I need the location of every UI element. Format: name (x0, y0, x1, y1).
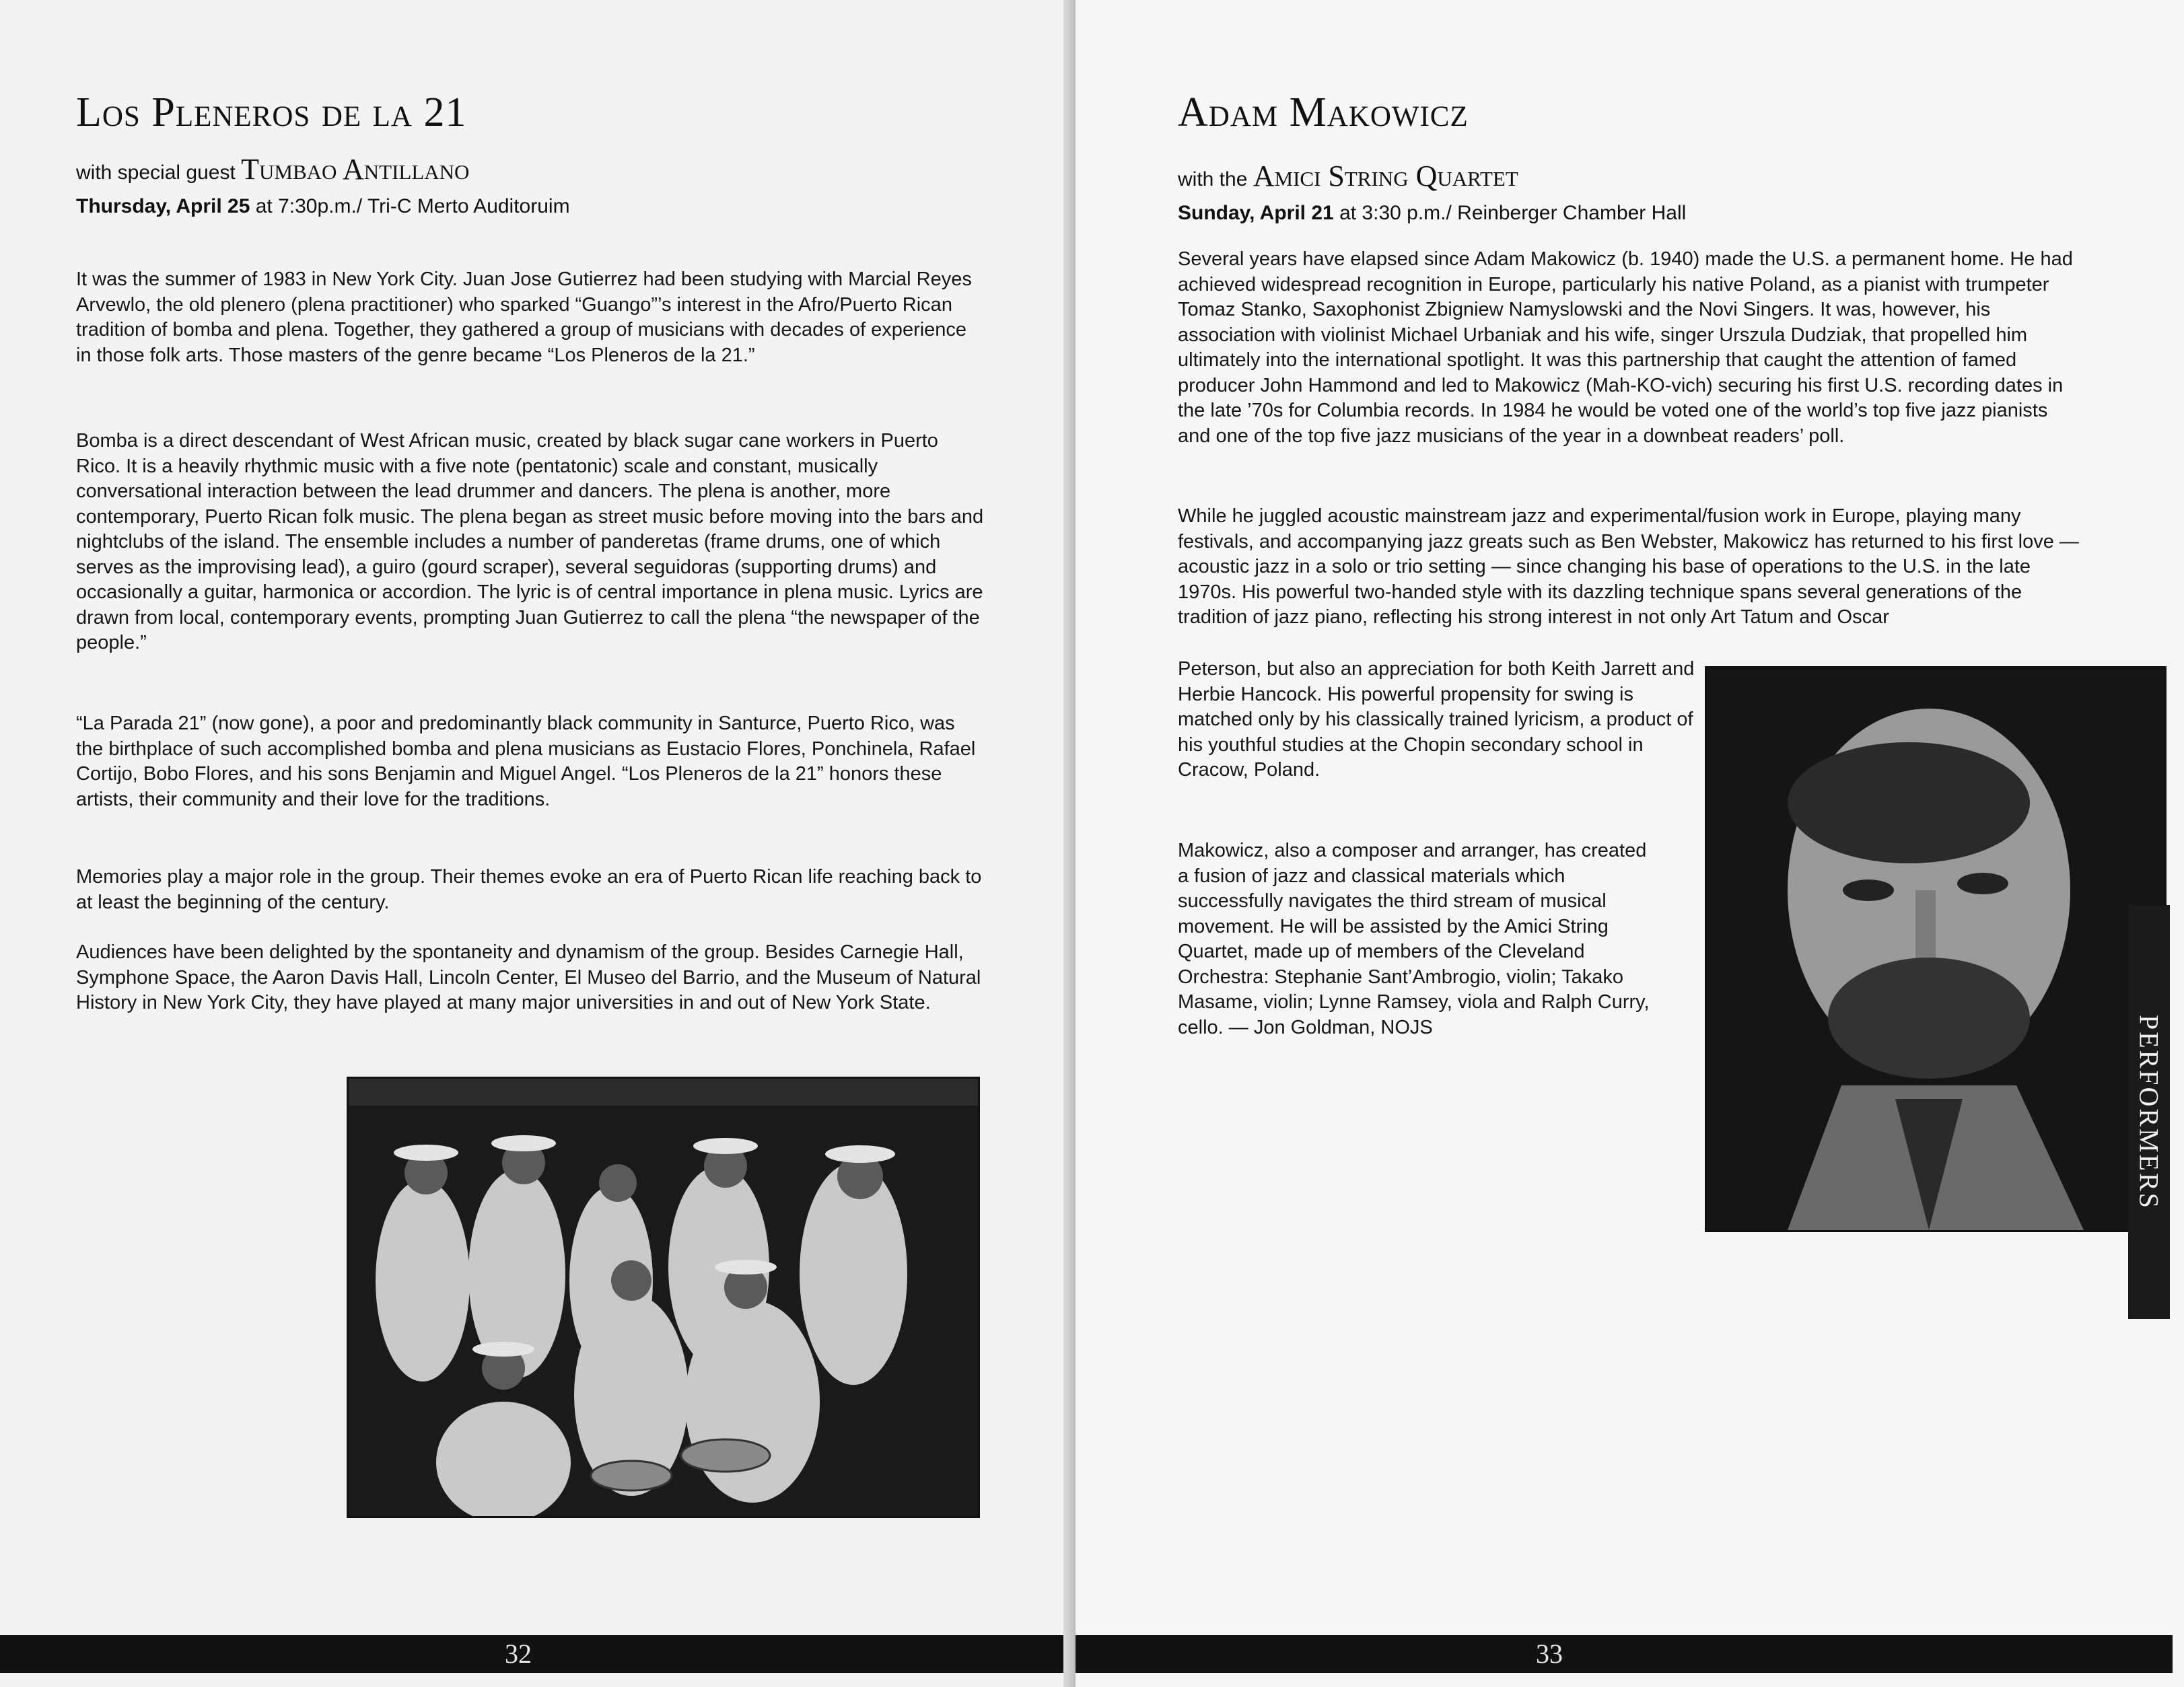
section-tab (2128, 905, 2170, 1319)
left-paragraph-2: Bomba is a direct descendant of West African music, created by black sugar cane workers in Puerto Rico. It is a heavily rhythmic music with a five note (pentatonic) scale and constant, musically conversational interaction between the lead drummer and dancers. The plena is another, more contemporary, Puerto Rican folk music. The plena began as street music before moving into the bars and nightclubs of the island. The ensemble includes a number of panderetas (frame drums, one of which serves as the improvising lead), a guiro (gourd scraper), several seguidoras (supporting drums) and occasionally a guitar, harmonica or accordion. The lyric is of central importance in plena music. Lyrics are drawn from local, contemporary events, prompting Juan Gutierrez to call the plena “the newspaper of the people.” (76, 430, 984, 653)
left-paragraph-4: Memories play a major role in the group. Their themes evoke an era of Puerto Rican life reaching back to at least the beginning of the century. (76, 866, 982, 913)
left-page (0, 0, 1076, 1687)
left-paragraph-5: Audiences have been delighted by the spontaneity and dynamism of the group. Besides Carnegie Hall, Symphone Space, the Aaron Davis Hall, Lincoln Center, El Museo del Barrio, and the Museum of Natural History in New York City, they have played at many major universities in and out of New York State. (76, 941, 981, 1013)
right-dateline (1178, 202, 1686, 225)
right-page-number: 33 (1536, 1639, 1563, 1669)
left-paragraph-3: “La Parada 21” (now gone), a poor and predominantly black community in Santurce, Puerto Rico, was the birthplace of such accomplished bomba and plena musicians as Eustacio Flores, Ponchinela, Rafael Cortijo, Bobo Flores, and his sons Benjamin and Miguel Angel. “Los Pleneros de la 21” honors these artists, their community and their love for the traditions. (76, 713, 976, 810)
right-subtitle-prefix: with the (1178, 168, 1253, 190)
right-footer-bar (1076, 1635, 2173, 1673)
left-paragraph-1: It was the summer of 1983 in New York City. Juan Jose Gutierrez had been studying with Marcial Reyes Arvewlo, the old plenero (plena practitioner) who sparked “Guango”’s interest in the Afro/Puerto Rican tradition of bomba and plena. Together, they gathered a group of musicians with decades of experience in those folk arts. Those masters of the genre became “Los Pleneros de la 21.” (76, 268, 972, 366)
left-subtitle (76, 152, 469, 186)
right-paragraph-4: Makowicz, also a composer and arranger, has created a fusion of jazz and classical materials which successfully navigates the third stream of musical movement. He will be assisted by the Amici String Quartet, made up of members of the Cleveland Orchestra: Stephanie Sant’Ambrogio, violin; Takako Masame, violin; Lynne Ramsey, viola and Ralph Curry, cello. — Jon Goldman, NOJS (1178, 840, 1650, 1038)
group-photo (347, 1077, 980, 1518)
right-paragraph-2: While he juggled acoustic mainstream jazz and experimental/fusion work in Europe, playing many festivals, and accompanying jazz greats such as Ben Webster, Makowicz has returned to his first love — acoustic jazz in a solo or trio setting — since changing his base of operations to the U.S. in the late 1970s. His powerful two-handed style with its dazzling technique spans several generations of the tradition of jazz piano, reflecting his strong interest in not only Art Tatum and Oscar (1178, 505, 2079, 628)
makowicz-portrait (1705, 666, 2167, 1232)
right-paragraph-1: Several years have elapsed since Adam Makowicz (b. 1940) made the U.S. a permanent home. He had achieved widespread recognition in Europe, particularly his native Poland, as a pianist with trumpeter Tomaz Stanko, Saxophonist Zbigniew Namyslowski and the Novi Singers. It was, however, his association with violinist Michael Urbaniak and his wife, singer Urszula Dudziak, that propelled him ultimately into the international spotlight. It was this partnership that caught the attention of famed producer John Hammond and led to Makowicz (Mah-KO-vich) securing his first U.S. recording dates in the late ’70s for Columbia records. In 1984 he would be voted one of the world’s top five jazz pianists and one of the top five jazz musicians of the year in a downbeat readers’ poll. (1178, 248, 2073, 447)
left-dateline (76, 195, 570, 218)
right-time-venue: at 3:30 p.m./ Reinberger Chamber Hall (1333, 202, 1687, 224)
right-date: Sunday, April 21 (1178, 202, 1334, 224)
left-guest-name: Tumbao Antillano (241, 153, 470, 186)
right-paragraph-3: Peterson, but also an appreciation for both Keith Jarrett and Herbie Hancock. His powerful propensity for swing is matched only by his classically trained lyricism, a product of his youthful studies at the Chopin secondary school in Cracow, Poland. (1178, 658, 1695, 781)
right-guest-name: Amici String Quartet (1253, 159, 1518, 192)
right-title: Adam Makowicz (1178, 89, 1469, 135)
left-date: Thursday, April 25 (76, 195, 250, 217)
left-subtitle-prefix: with special guest (76, 161, 242, 184)
left-title: Los Pleneros de la 21 (76, 89, 467, 135)
section-tab-label: PERFORMERS (2134, 1014, 2164, 1210)
left-page-number: 32 (505, 1639, 532, 1669)
left-time-venue: at 7:30p.m./ Tri-C Merto Auditoruim (250, 195, 570, 217)
right-page (1076, 0, 2184, 1687)
right-subtitle (1178, 159, 1518, 193)
